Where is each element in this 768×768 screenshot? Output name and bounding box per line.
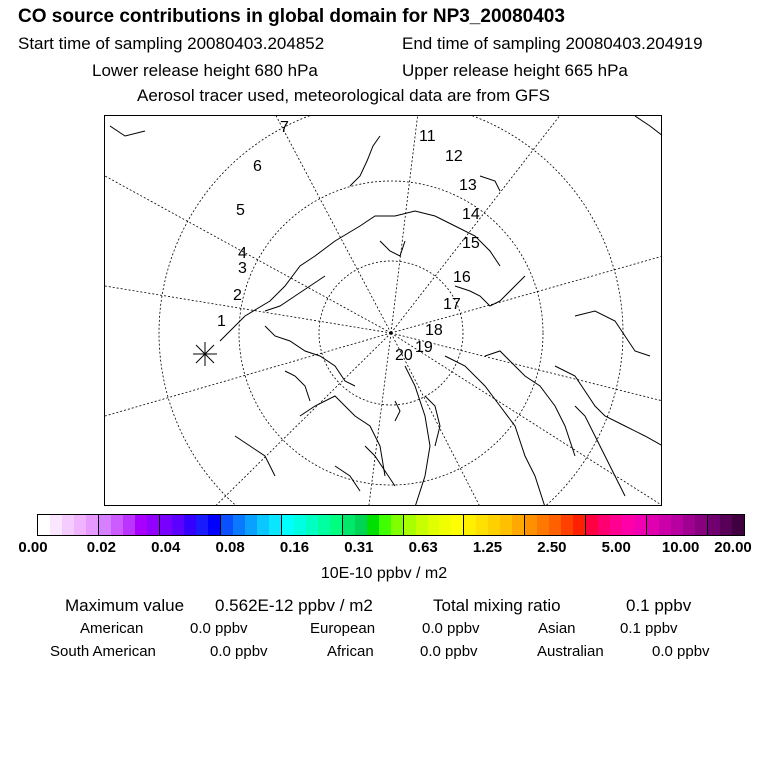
region-name: South American [50,643,156,660]
color-scale-tick-label: 0.31 [344,539,374,556]
lower-height-label: Lower release height 680 hPa [92,61,318,80]
color-swatch [439,515,451,535]
region-name: African [327,643,374,660]
trajectory-marker: 16 [453,269,471,286]
color-swatch [647,515,659,535]
color-swatch [428,515,440,535]
trajectory-marker: 7 [280,119,289,136]
color-swatch [598,515,610,535]
trajectory-marker: 17 [443,296,461,313]
color-swatch [111,515,123,535]
region-value: 0.0 ppbv [190,620,248,637]
region-value: 0.0 ppbv [422,620,480,637]
release-asterisk [193,342,217,366]
color-swatch [610,515,622,535]
max-value: 0.562E-12 ppbv / m2 [215,596,373,615]
color-swatch [355,515,367,535]
color-swatch [573,515,586,535]
color-swatch [379,515,391,535]
color-swatch [269,515,282,535]
color-swatch [549,515,561,535]
total-mixing-value: 0.1 ppbv [626,596,692,615]
color-scale-tick-label: 1.25 [472,539,503,556]
color-swatch [622,515,634,535]
color-swatch [62,515,74,535]
color-swatch [451,515,464,535]
map-panel [104,115,662,506]
max-value-label: Maximum value [65,596,185,615]
color-swatch [512,515,525,535]
color-swatch [245,515,257,535]
start-time-label: Start time of sampling 20080403.204852 [18,34,325,53]
color-swatch [683,515,695,535]
color-swatch [659,515,671,535]
color-swatch [196,515,208,535]
color-scale-tick-label: 5.00 [601,539,631,556]
region-value: 0.0 ppbv [210,643,268,660]
color-swatch [525,515,537,535]
trajectory-marker: 2 [233,287,242,304]
color-swatch [306,515,318,535]
end-time-label: End time of sampling 20080403.204919 [402,34,703,53]
color-swatch [86,515,99,535]
color-scale-unit: 10E-10 ppbv / m2 [320,565,448,582]
color-scale-tick-label: 0.63 [408,539,438,556]
color-swatch [720,515,732,535]
color-swatch [537,515,549,535]
trajectory-marker: 1 [217,313,226,330]
color-swatch [294,515,306,535]
color-swatch [160,515,172,535]
color-swatch [732,515,744,535]
coastlines [110,116,662,506]
graticule [105,116,662,506]
color-scale-tick-label: 0.02 [86,539,116,556]
color-swatch [500,515,512,535]
color-swatch [464,515,476,535]
upper-height-label: Upper release height 665 hPa [402,61,628,80]
color-swatch [147,515,160,535]
color-swatch [123,515,135,535]
trajectory-marker: 11 [419,128,436,145]
color-scale-tick-label: 10.00 [661,539,700,556]
color-swatch [221,515,233,535]
trajectory-marker: 14 [462,206,480,223]
trajectory-marker: 13 [459,177,477,194]
color-swatch [172,515,184,535]
trajectory-marker: 6 [253,158,262,175]
region-name: American [80,620,144,637]
color-scale-tick-label: 0.16 [279,539,310,556]
color-swatch [184,515,196,535]
color-scale-tick-label: 0.08 [215,539,245,556]
color-swatch [488,515,500,535]
region-name: Asian [538,620,576,637]
tracer-label: Aerosol tracer used, meteorological data are from GFS [137,86,550,105]
plot-title: CO source contributions in global domain for NP3_20080403 [18,6,565,27]
color-swatch [416,515,428,535]
color-scale-tick-label: 20.00 [714,539,752,556]
trajectory-marker: 4 [238,245,247,262]
color-swatch [282,515,294,535]
color-swatch [233,515,245,535]
color-swatch [391,515,404,535]
color-swatch [561,515,573,535]
color-swatch [343,515,355,535]
trajectory-marker: 19 [415,339,433,356]
color-swatch [476,515,488,535]
color-swatch [695,515,708,535]
color-swatch [586,515,598,535]
region-name: Australian [537,643,604,660]
total-mixing-label: Total mixing ratio [433,596,561,615]
region-value: 0.0 ppbv [652,643,710,660]
trajectory-marker: 15 [462,235,480,252]
region-value: 0.0 ppbv [420,643,478,660]
trajectory-markers [217,119,480,364]
color-swatch [671,515,683,535]
color-scale-tick-label: 0.00 [18,539,48,556]
color-swatch [330,515,343,535]
color-swatch [367,515,379,535]
color-swatch [74,515,86,535]
trajectory-marker: 12 [445,148,463,165]
color-swatch [257,515,269,535]
color-swatch [708,515,720,535]
trajectory-marker: 3 [238,260,247,277]
color-swatch [135,515,147,535]
trajectory-marker: 18 [425,322,443,339]
trajectory-marker: 5 [236,202,245,219]
color-swatch [38,515,50,535]
color-swatch [99,515,111,535]
region-name: European [310,620,376,637]
polar-map [105,116,662,506]
color-swatch [634,515,647,535]
color-swatch [404,515,416,535]
color-swatch [208,515,221,535]
region-value: 0.1 ppbv [620,620,678,637]
color-scale-bar [37,514,745,536]
color-swatch [318,515,330,535]
color-scale-tick-label: 2.50 [537,539,567,556]
color-scale-tick-label: 0.04 [151,539,181,556]
trajectory-marker: 20 [395,347,413,364]
color-swatch [50,515,62,535]
